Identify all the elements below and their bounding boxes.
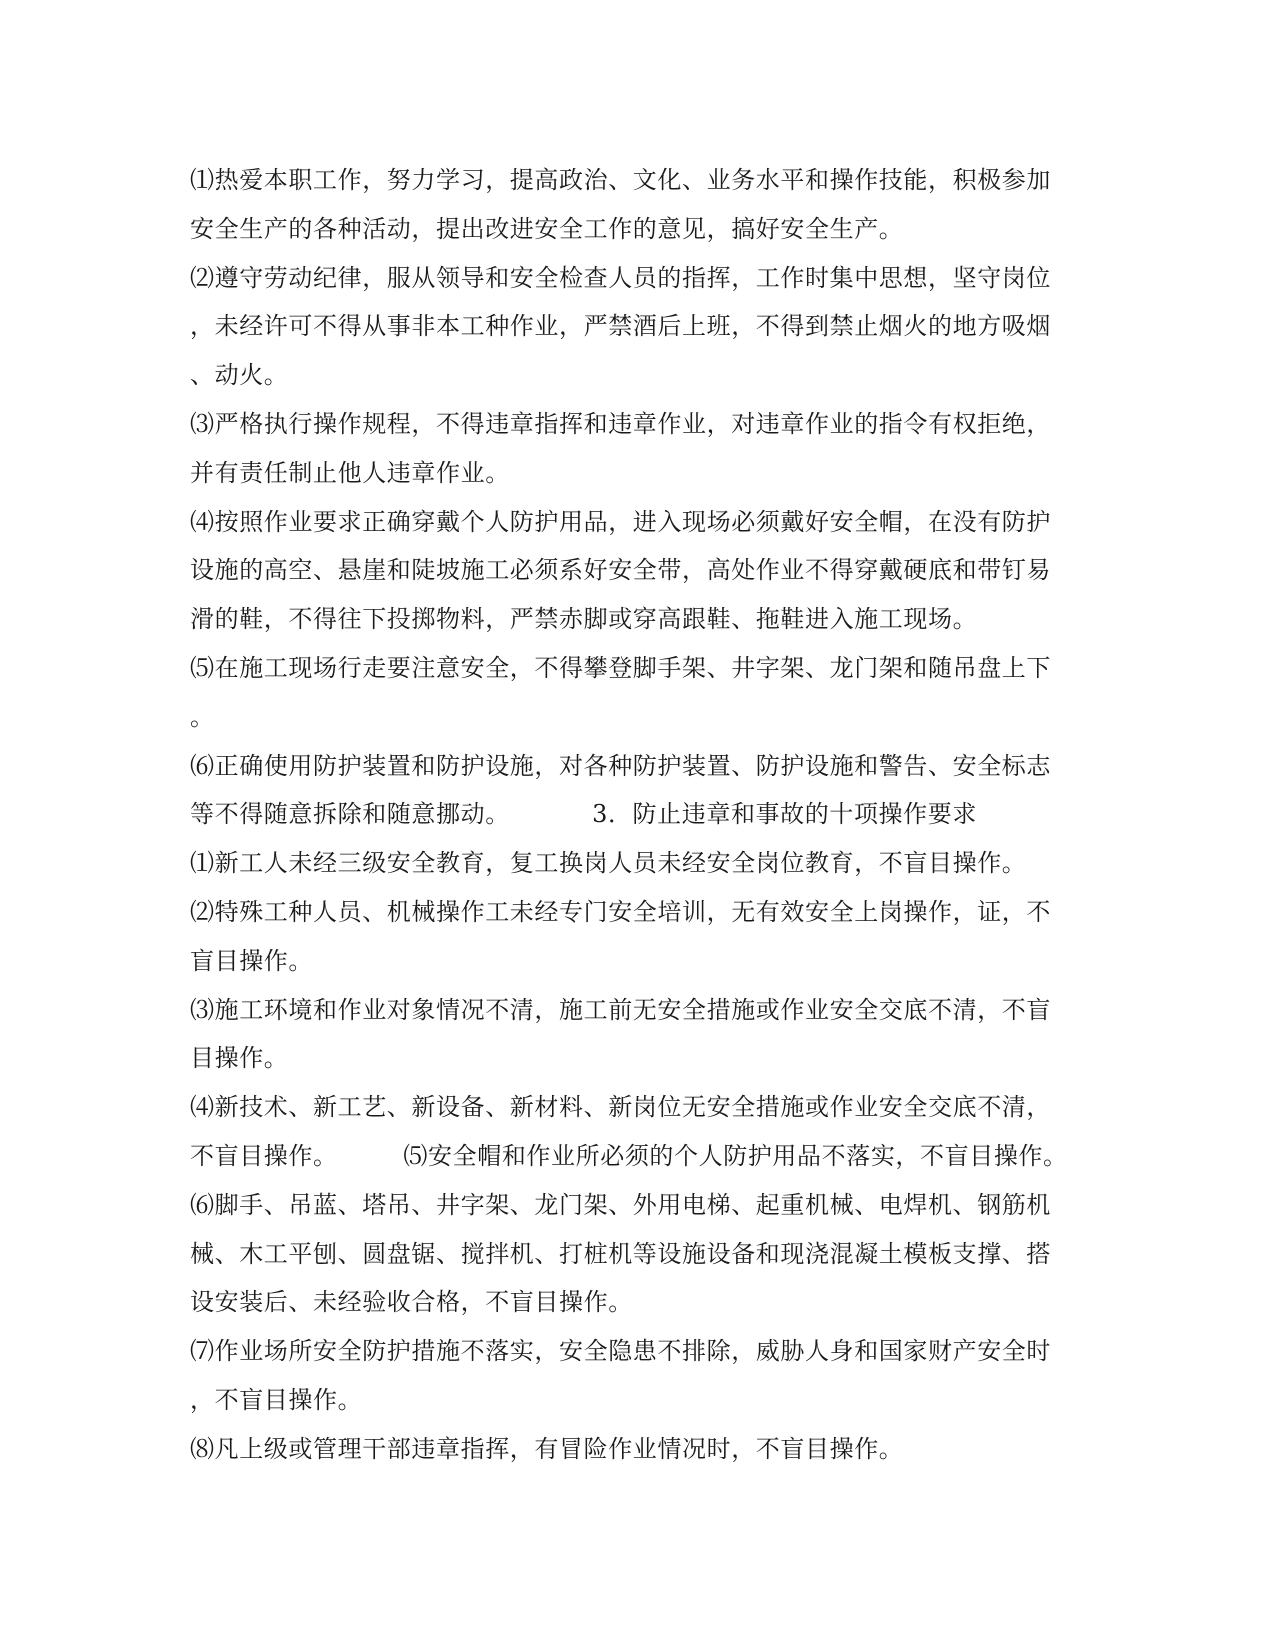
text-line: ⑹正确使用防护装置和防护设施，对各种防护装置、防护设施和警告、安全标志 [190,751,1051,780]
text-line: 不盲目操作。 ⑸安全帽和作业所必须的个人防护用品不落实，不盲目操作。 [190,1141,1068,1170]
text-line: ⑻凡上级或管理干部违章指挥，有冒险作业情况时，不盲目操作。 [190,1434,904,1463]
text-line: ⑺作业场所安全防护措施不落实，安全隐患不排除，威胁人身和国家财产安全时 [190,1337,1051,1366]
text-line: ⑴热爱本职工作，努力学习，提高政治、文化、业务水平和操作技能，积极参加 [190,166,1051,194]
text-line: 安全生产的各种活动，提出改进安全工作的意见，搞好安全生产。 [190,214,904,243]
text-line: 设施的高空、悬崖和陡坡施工必须系好安全带，高处作业不得穿戴硬底和带钉易 [190,556,1051,585]
text-line: 设安装后、未经验收合格，不盲目操作。 [190,1288,633,1317]
text-line: ⑴新工人未经三级安全教育，复工换岗人员未经安全岗位教育，不盲目操作。 [190,849,1027,878]
text-line: ⑷按照作业要求正确穿戴个人防护用品，进入现场必须戴好安全帽，在没有防护 [190,507,1051,536]
text-line: 、动火。 [190,361,289,390]
text-line: 械、木工平刨、圆盘锯、搅拌机、打桩机等设施设备和现浇混凝土模板支撑、搭 [190,1239,1051,1268]
document-body [190,156,1075,1474]
text-line: ，不盲目操作。 [190,1385,363,1414]
text-line: ⑷新技术、新工艺、新设备、新材料、新岗位无安全措施或作业安全交底不清， [190,1093,1051,1122]
text-line: ⑹脚手、吊蓝、塔吊、井字架、龙门架、外用电梯、起重机械、电焊机、钢筋机 [190,1190,1051,1219]
text-line: 等不得随意拆除和随意挪动。 3．防止违章和事故的十项操作要求 [190,800,977,829]
text-line: 盲目操作。 [190,946,313,975]
text-line: ，未经许可不得从事非本工种作业，严禁酒后上班，不得到禁止烟火的地方吸烟 [190,312,1051,341]
text-line: ⑶严格执行操作规程，不得违章指挥和违章作业，对违章作业的指令有权拒绝， [190,409,1051,438]
text-line: 。 [190,702,215,731]
text-line: ⑵特殊工种人员、机械操作工未经专门安全培训，无有效安全上岗操作，证，不 [190,897,1051,926]
text-line: 并有责任制止他人违章作业。 [190,458,510,487]
text-line: ⑸在施工现场行走要注意安全，不得攀登脚手架、井字架、龙门架和随吊盘上下 [190,653,1051,682]
text-line: ⑶施工环境和作业对象情况不清，施工前无安全措施或作业安全交底不清，不盲 [190,995,1051,1024]
text-line: ⑵遵守劳动纪律，服从领导和安全检查人员的指挥，工作时集中思想，坚守岗位 [190,263,1051,292]
text-line: 滑的鞋，不得往下投掷物料，严禁赤脚或穿高跟鞋、拖鞋进入施工现场。 [190,605,978,634]
text-line: 目操作。 [190,1044,289,1073]
